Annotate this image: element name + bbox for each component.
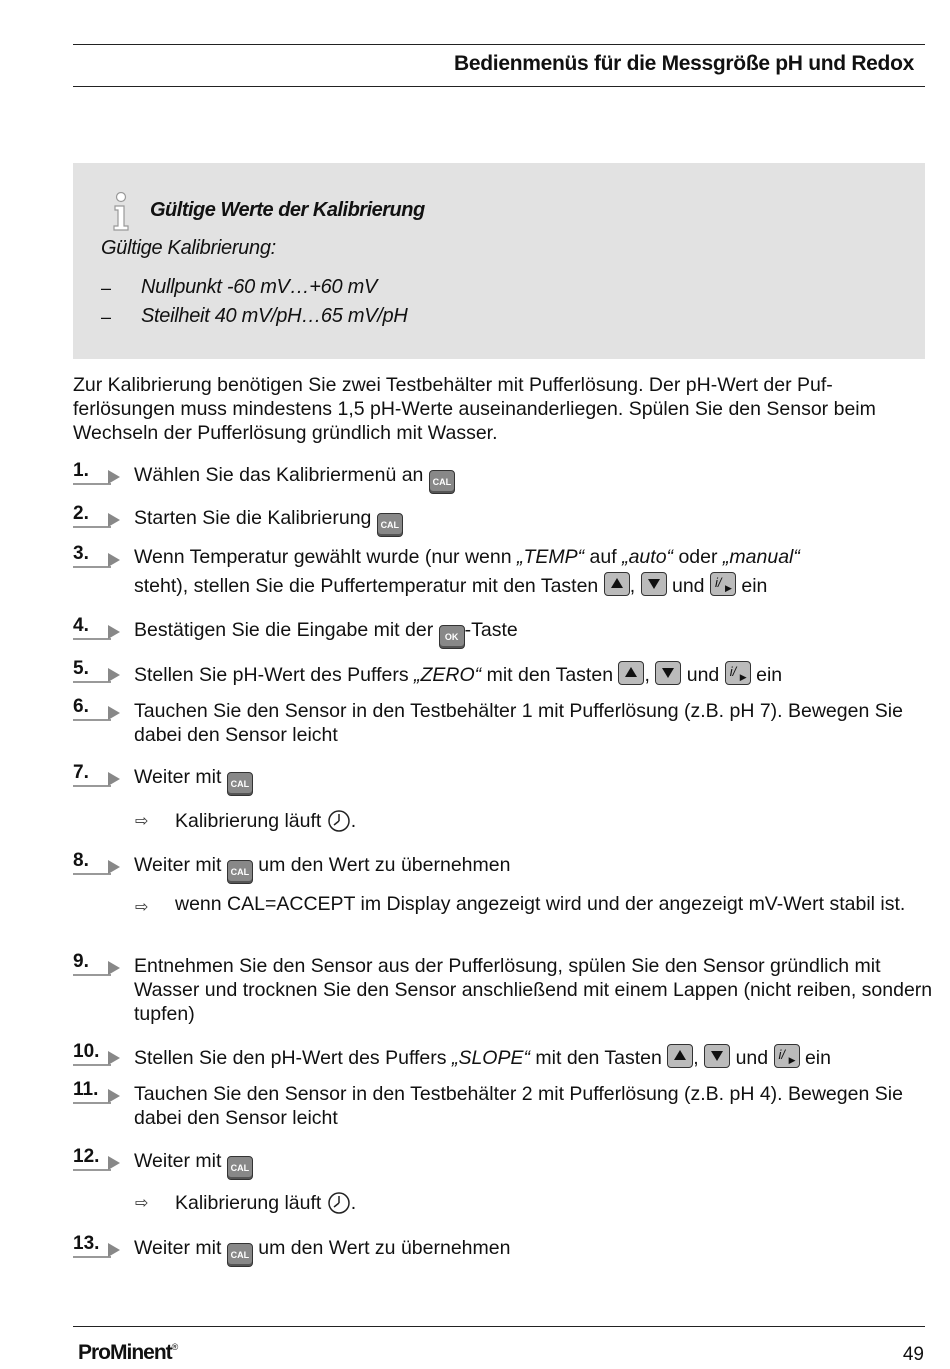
step-label: Bestätigen Sie die Eingabe mit der: [134, 619, 434, 641]
step-label: Stellen Sie den pH-Wert des Puffers: [134, 1047, 452, 1069]
step-label: um den Wert zu übernehmen: [258, 854, 511, 876]
step-arrow-icon: [108, 961, 120, 975]
page-title: Bedienmenüs für die Messgröße pH und Redox: [454, 52, 914, 75]
step-label: auf: [584, 546, 623, 568]
step-number: 12.: [73, 1146, 117, 1168]
menu-value: „auto“: [622, 546, 674, 568]
down-key-icon: [655, 661, 681, 685]
step-text: Tauchen Sie den Sensor in den Testbehälter 1 mit Pufferlösung (z.B. pH 7). Bewegen Sie dabei den Sensor leicht: [134, 700, 903, 746]
step-number: 11.: [73, 1079, 117, 1101]
step-arrow-icon: [108, 513, 120, 527]
step-label: Stellen Sie pH-Wert des Puffers: [134, 664, 414, 686]
prominent-logo: [78, 1341, 177, 1365]
step-arrow-icon: [108, 772, 120, 786]
up-key-icon: [667, 1044, 693, 1068]
step-text: [134, 765, 934, 796]
step-text: [134, 1236, 934, 1267]
header-rule-bottom: [73, 86, 925, 87]
i-next-key-icon: i/ ▶: [710, 572, 736, 596]
step-text: [134, 618, 934, 649]
step-number: 2.: [73, 503, 117, 525]
step-label: oder: [673, 546, 723, 568]
header-rule-top: [73, 44, 925, 45]
cal-key-icon: CAL: [429, 470, 455, 494]
note-dash: –: [101, 307, 112, 327]
step-label: steht), stellen Sie die Puffertemperatur mit den Tasten: [134, 575, 599, 597]
menu-value: „ZERO“: [414, 664, 482, 686]
result-label: Kalibrierung läuft: [175, 810, 322, 832]
step-arrow-icon: [108, 553, 120, 567]
step-arrow-icon: [108, 706, 120, 720]
step-arrow-icon: [108, 1051, 120, 1065]
step-label: um den Wert zu übernehmen: [258, 1237, 511, 1259]
result-arrow-icon: ⇨: [135, 1195, 149, 1212]
info-icon: [110, 192, 132, 232]
step-label: Weiter mit: [134, 1150, 222, 1172]
step-label: und: [735, 1047, 769, 1069]
info-note-box: [73, 163, 925, 359]
logo-text: ProMinent: [78, 1341, 172, 1364]
step-number: 9.: [73, 951, 117, 973]
separator: ,: [693, 1047, 699, 1069]
step-number: 8.: [73, 850, 117, 872]
step-label: mit den Tasten: [529, 1047, 662, 1069]
result-arrow-icon: ⇨: [135, 813, 149, 830]
intro-paragraph: Zur Kalibrierung benötigen Sie zwei Testbehälter mit Pufferlösung. Der pH-Wert der Puf-ferlösungen muss mindestens 1,5 pH-Werte auseinanderliegen. Spülen Sie den Sensor beim Wechseln der Pufferlösung gründlich mit Wasser.: [73, 374, 876, 444]
footer-rule: [73, 1326, 925, 1327]
step-number: 1.: [73, 460, 117, 482]
separator: ,: [644, 664, 650, 686]
clock-icon: [327, 1191, 351, 1215]
step-label: mit den Tasten: [481, 664, 614, 686]
result-label: .: [350, 1192, 357, 1214]
result-text: [175, 1191, 935, 1215]
cal-key-icon: CAL: [227, 1156, 253, 1180]
step-number: 7.: [73, 762, 117, 784]
step-arrow-icon: [108, 668, 120, 682]
cal-key-icon: CAL: [377, 513, 403, 537]
step-text: [134, 506, 934, 537]
down-key-icon: [704, 1044, 730, 1068]
note-item: Nullpunkt -60 mV…+60 mV: [141, 276, 377, 298]
step-text: [134, 543, 934, 601]
step-label: Starten Sie die Kalibrierung: [134, 507, 372, 529]
ok-key-icon: OK: [439, 625, 465, 649]
step-label: -Taste: [464, 619, 518, 641]
step-text: [134, 463, 934, 494]
result-arrow-icon: ⇨: [135, 899, 149, 916]
step-text: Entnehmen Sie den Sensor aus der Pufferlösung, spülen Sie den Sensor gründlich mit Wasser und trocknen Sie den Sensor anschließend mit einem Lappen (nicht reiben, sondern tupfen): [134, 955, 933, 1025]
step-arrow-icon: [108, 1243, 120, 1257]
note-subtitle: Gültige Kalibrierung:: [101, 237, 276, 259]
step-label: Wählen Sie das Kalibriermenü an: [134, 464, 424, 486]
note-dash: –: [101, 278, 112, 298]
step-arrow-icon: [108, 860, 120, 874]
step-number: 6.: [73, 696, 117, 718]
step-arrow-icon: [108, 470, 120, 484]
result-text: wenn CAL=ACCEPT im Display angezeigt wird und der angezeigt mV-Wert stabil ist.: [175, 893, 906, 915]
menu-value: „SLOPE“: [451, 1047, 530, 1069]
step-label: ein: [756, 664, 783, 686]
step-label: Wenn Temperatur gewählt wurde (nur wenn: [134, 546, 517, 568]
step-text: Tauchen Sie den Sensor in den Testbehälter 2 mit Pufferlösung (z.B. pH 4). Bewegen Sie dabei den Sensor leicht: [134, 1083, 903, 1129]
step-arrow-icon: [108, 625, 120, 639]
step-label: Weiter mit: [134, 1237, 222, 1259]
result-label: .: [350, 810, 357, 832]
i-next-key-icon: i/ ▶: [774, 1044, 800, 1068]
step-number: 5.: [73, 658, 117, 680]
step-label: ein: [804, 1047, 831, 1069]
up-key-icon: [618, 661, 644, 685]
step-number: 10.: [73, 1041, 117, 1063]
step-text: [134, 853, 934, 884]
cal-key-icon: CAL: [227, 860, 253, 884]
menu-value: „manual“: [722, 546, 800, 568]
step-label: und: [671, 575, 705, 597]
note-item: Steilheit 40 mV/pH…65 mV/pH: [141, 305, 408, 327]
step-number: 13.: [73, 1233, 117, 1255]
result-text: [175, 809, 935, 833]
step-number: 4.: [73, 615, 117, 637]
up-key-icon: [604, 572, 630, 596]
clock-icon: [327, 809, 351, 833]
step-label: Weiter mit: [134, 854, 222, 876]
step-text: [134, 661, 934, 687]
down-key-icon: [641, 572, 667, 596]
cal-key-icon: CAL: [227, 1243, 253, 1267]
step-label: Weiter mit: [134, 766, 222, 788]
result-label: Kalibrierung läuft: [175, 1192, 322, 1214]
step-arrow-icon: [108, 1089, 120, 1103]
menu-value: „TEMP“: [516, 546, 585, 568]
step-label: ein: [741, 575, 768, 597]
page-number: 49: [902, 1344, 924, 1365]
i-next-key-icon: i/ ▶: [725, 661, 751, 685]
registered-mark: ®: [171, 1342, 178, 1352]
separator: ,: [629, 575, 636, 597]
step-label: und: [686, 664, 720, 686]
step-text: [134, 1149, 934, 1180]
step-text: [134, 1044, 934, 1070]
step-arrow-icon: [108, 1156, 120, 1170]
note-title: Gültige Werte der Kalibrierung: [150, 199, 425, 221]
step-number: 3.: [73, 543, 117, 565]
cal-key-icon: CAL: [227, 772, 253, 796]
